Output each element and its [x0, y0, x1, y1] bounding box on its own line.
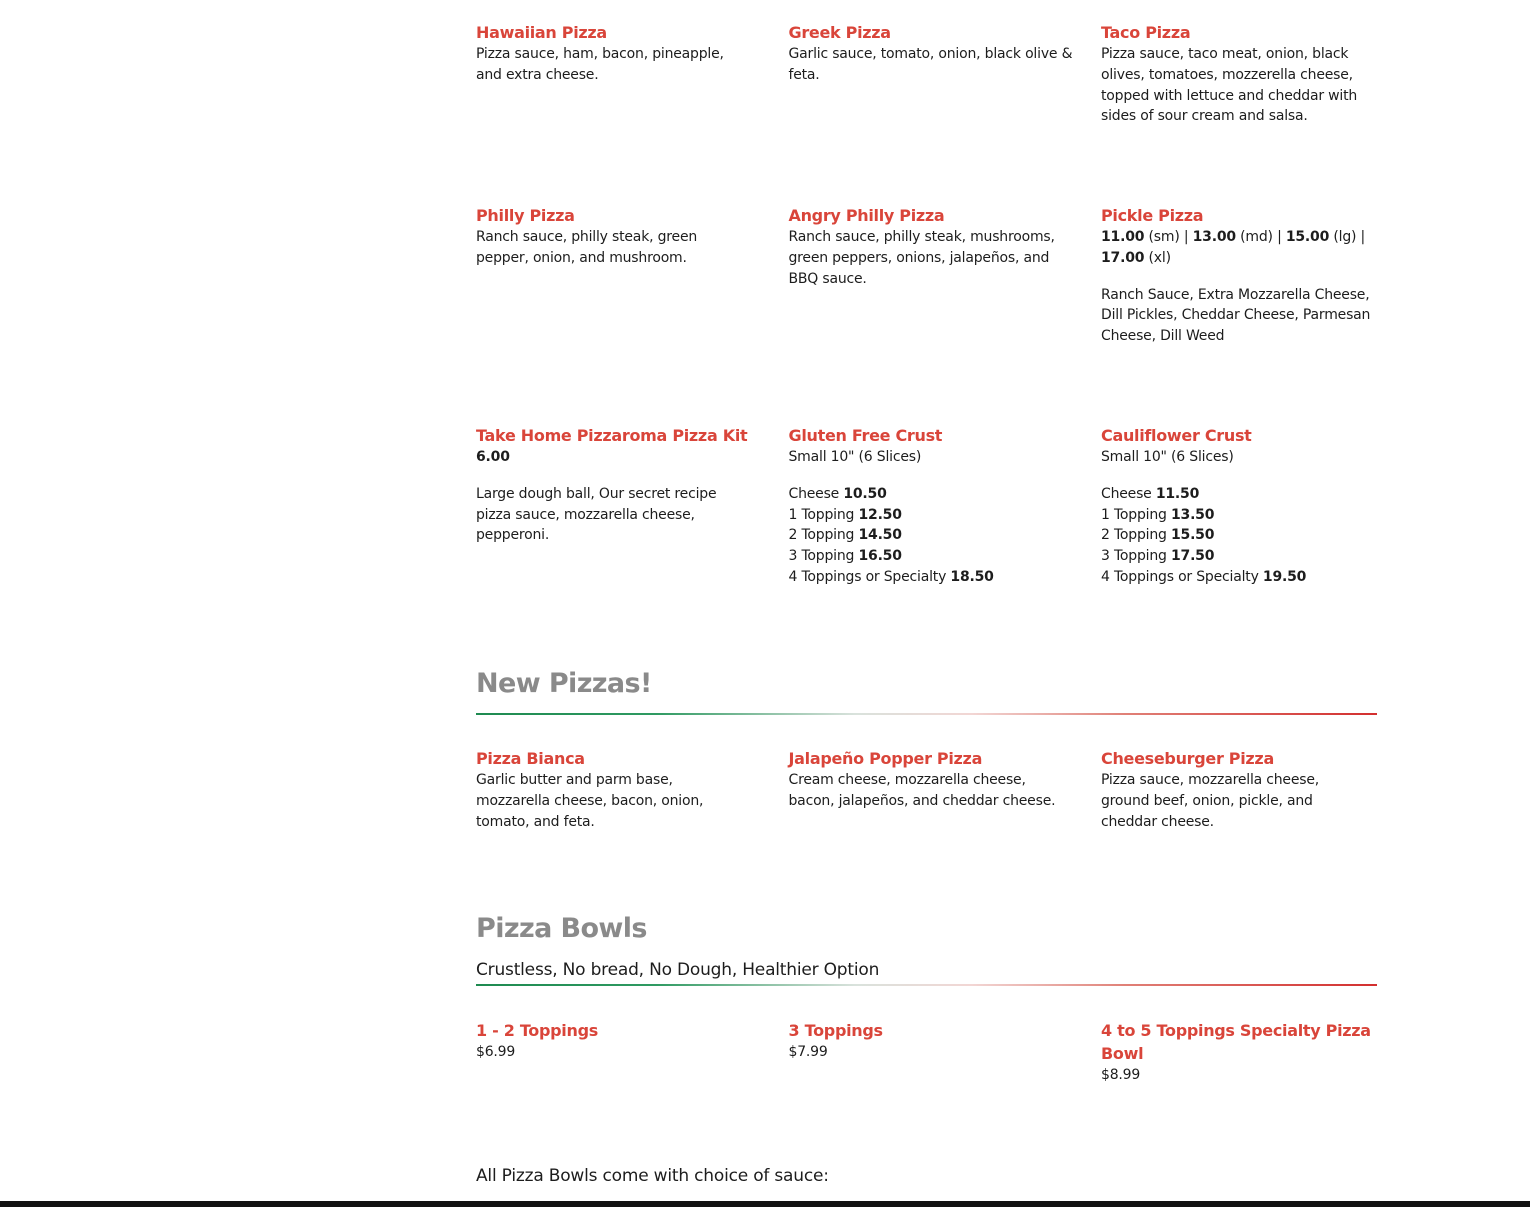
price-list [789, 484, 1102, 588]
menu-item-title: Hawaiian Pizza [476, 23, 607, 42]
menu-item-title: Jalapeño Popper Pizza [788, 749, 983, 768]
menu-item-description: Large dough ball, Our secret recipe pizza sauce, mozzarella cheese, pepperoni. [476, 485, 717, 544]
menu-item [476, 1019, 789, 1086]
price-row-label: 4 Toppings or Specialty [1101, 568, 1263, 585]
menu-item [1101, 1019, 1377, 1086]
menu-item-description: Pizza sauce, ham, bacon, pineapple, and extra cheese. [476, 46, 724, 83]
menu-item-price: $7.99 [788, 1044, 828, 1060]
price-row-label: 3 Topping [788, 548, 859, 565]
price-row-value: 18.50 [950, 568, 994, 585]
menu-item-title: Pizza Bianca [476, 749, 585, 768]
menu-item-description: Ranch sauce, philly steak, green pepper, onion, and mushroom. [476, 229, 698, 266]
price-row [1101, 525, 1377, 546]
menu-item-description: Ranch Sauce, Extra Mozzarella Cheese, Dill Pickles, Cheddar Cheese, Parmesan Cheese, Dill Weed [1101, 286, 1371, 345]
price-row [1101, 505, 1377, 526]
price-line [1101, 227, 1371, 269]
menu-item-title: Pickle Pizza [1101, 206, 1204, 225]
price-row [1101, 567, 1377, 588]
price-row-label: 1 Topping [788, 506, 859, 523]
menu-item [789, 21, 1102, 127]
size-label: (lg) | [1329, 229, 1366, 245]
price-list [1101, 484, 1377, 588]
price-line [476, 447, 789, 468]
menu-item-pickle-pizza [1101, 204, 1377, 347]
price-row-label: Cheese [1101, 485, 1156, 502]
section-subtitle: Crustless, No bread, No Dough, Healthier Option [476, 960, 880, 980]
menu-item-title: 4 to 5 Toppings Specialty Pizza Bowl [1101, 1021, 1371, 1063]
menu-item-description: Garlic sauce, tomato, onion, black olive & feta. [788, 46, 1073, 83]
menu-item-title: Cauliflower Crust [1101, 426, 1252, 445]
price-row-label: 3 Topping [1101, 548, 1171, 565]
size-label: (sm) | [1144, 229, 1193, 245]
menu-item-description: Cream cheese, mozzarella cheese, bacon, jalapeños, and cheddar cheese. [788, 772, 1056, 809]
price-large: 15.00 [1285, 229, 1330, 245]
bowls-sauce-note: All Pizza Bowls come with choice of sauce: [476, 1166, 829, 1186]
bottom-bar [0, 1201, 1530, 1207]
menu-item-title: Greek Pizza [788, 23, 891, 42]
price-row-label: 1 Topping [1101, 506, 1171, 523]
menu-item-title: Angry Philly Pizza [788, 206, 945, 225]
menu-item-title: Philly Pizza [476, 206, 575, 225]
price-row-value: 14.50 [858, 527, 902, 544]
menu-item [1101, 747, 1377, 832]
menu-grid-row-2 [476, 204, 1377, 347]
menu-item-title: Taco Pizza [1101, 23, 1191, 42]
menu-item [476, 21, 789, 127]
size-info: Small 10" (6 Slices) [1101, 449, 1234, 465]
menu-item [476, 204, 789, 347]
price-row-label: Cheese [788, 485, 844, 502]
menu-grid-row-3 [476, 424, 1377, 588]
menu-item [789, 1019, 1102, 1086]
size-info: Small 10" (6 Slices) [788, 449, 922, 465]
menu-item [789, 204, 1102, 347]
menu-item [476, 747, 789, 832]
section-title-new-pizzas: New Pizzas! [476, 668, 652, 699]
menu-item-description: Ranch sauce, philly steak, mushrooms, green peppers, onions, jalapeños, and BBQ sauce. [788, 229, 1055, 287]
price-small: 11.00 [1101, 229, 1145, 245]
price-row [789, 567, 1102, 588]
price-row-value: 15.50 [1170, 527, 1215, 544]
price-row-label: 2 Topping [788, 527, 859, 544]
menu-grid-pizza-bowls [476, 1019, 1377, 1086]
price-row-value: 11.50 [1155, 485, 1200, 502]
price-row-value: 19.50 [1262, 568, 1307, 585]
price-row-value: 13.50 [1170, 506, 1215, 523]
menu-item-title: 3 Toppings [788, 1021, 883, 1040]
price-row-value: 10.50 [843, 485, 887, 502]
section-divider [476, 984, 1377, 986]
price-row-label: 2 Topping [1101, 527, 1171, 544]
section-divider [476, 713, 1377, 715]
menu-item [1101, 21, 1377, 127]
size-label: (xl) [1144, 249, 1171, 266]
price-row [789, 546, 1102, 567]
menu-item-price: $8.99 [1101, 1067, 1141, 1083]
menu-item-title: 1 - 2 Toppings [476, 1021, 598, 1040]
menu-item-gluten-free [789, 424, 1102, 588]
menu-item [789, 747, 1102, 832]
price-xl: 17.00 [1101, 249, 1145, 266]
price-row-value: 12.50 [858, 506, 902, 523]
menu-item-description: Garlic butter and parm base, mozzarella cheese, bacon, onion, tomato, and feta. [476, 772, 704, 830]
menu-grid-new-pizzas [476, 747, 1377, 832]
menu-item-description: Pizza sauce, mozzarella cheese, ground beef, onion, pickle, and cheddar cheese. [1101, 772, 1320, 830]
menu-item-cauliflower [1101, 424, 1377, 588]
menu-item-title: Cheeseburger Pizza [1101, 749, 1274, 768]
price-row [789, 484, 1102, 505]
price-row-label: 4 Toppings or Specialty [788, 568, 951, 585]
price-row [789, 505, 1102, 526]
price-row [1101, 484, 1377, 505]
section-title-pizza-bowls: Pizza Bowls [476, 913, 647, 944]
price-row [1101, 546, 1377, 567]
menu-item-price: $6.99 [476, 1044, 516, 1060]
menu-item-title: Gluten Free Crust [788, 426, 943, 445]
price-row [789, 525, 1102, 546]
menu-item-price: 6.00 [476, 449, 510, 465]
price-row-value: 16.50 [858, 548, 902, 565]
menu-item-pizza-kit [476, 424, 789, 588]
price-row-value: 17.50 [1170, 548, 1215, 565]
menu-item-description: Pizza sauce, taco meat, onion, black olives, tomatoes, mozzerella cheese, topped with lettuce and cheddar with sides of sour cream and salsa. [1101, 46, 1358, 125]
price-medium: 13.00 [1192, 229, 1236, 245]
size-label: (md) | [1235, 229, 1286, 245]
menu-grid-row-1 [476, 21, 1377, 127]
menu-item-title: Take Home Pizzaroma Pizza Kit [476, 426, 748, 445]
